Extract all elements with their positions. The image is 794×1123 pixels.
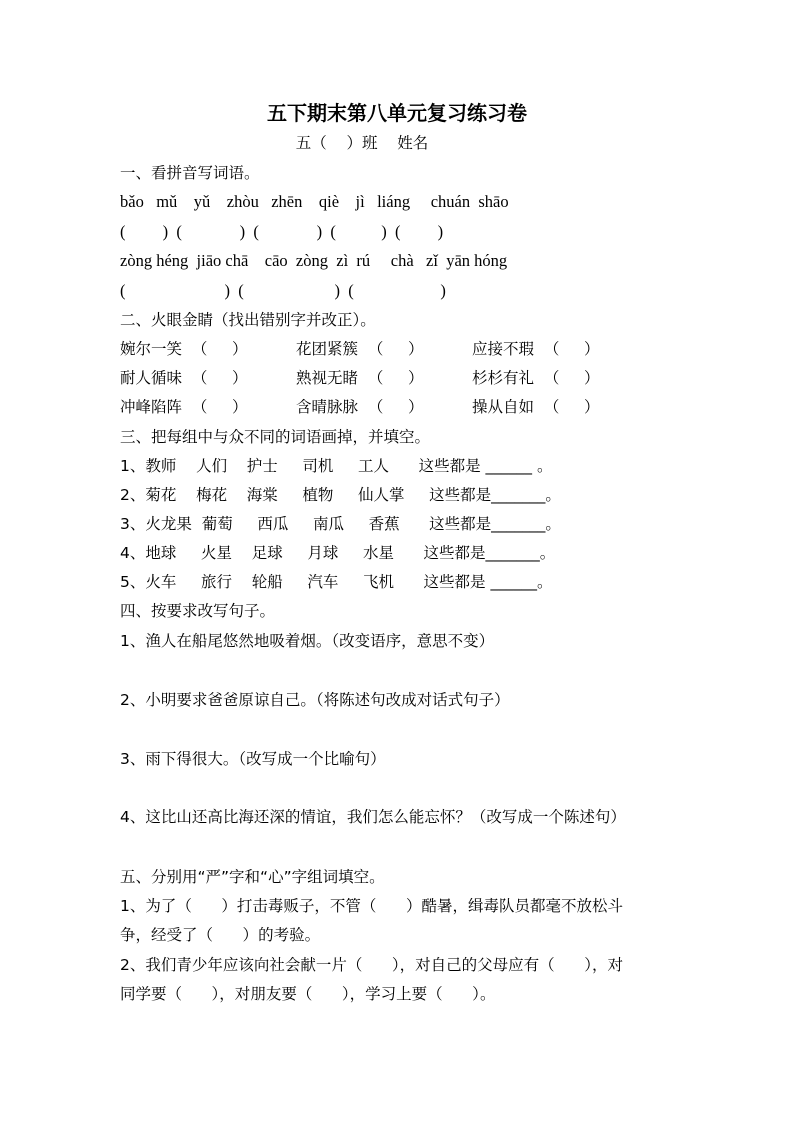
odd-one-out-line: 1、教师 人们 护士 司机 工人 这些都是 ______ 。 <box>120 457 553 475</box>
typo-item: 花团紧簇 （ ） <box>296 340 424 358</box>
page-title: 五下期末第八单元复习练习卷 <box>267 101 527 125</box>
typo-item: 杉杉有礼 （ ） <box>472 369 600 387</box>
odd-one-out-line: 5、火车 旅行 轮船 汽车 飞机 这些都是 ______。 <box>120 573 553 591</box>
typo-item: 含晴脉脉 （ ） <box>296 398 424 416</box>
fill-in-line: 同学要（ ），对朋友要（ ），学习上要（ ）。 <box>120 985 496 1003</box>
rewrite-item: 4、这比山还高比海还深的情谊，我们怎么能忘怀？（改写成一个陈述句） <box>120 808 626 826</box>
typo-item: 熟视无睹 （ ） <box>296 369 424 387</box>
section1-heading: 一、看拼音写词语。 <box>120 164 260 182</box>
pinyin-row-1: bǎo mǔ yǔ zhòu zhēn qiè jì liáng chuán shāo <box>120 192 509 211</box>
section2-heading: 二、火眼金睛（找出错别字并改正）。 <box>120 311 376 329</box>
fill-in-line: 争，经受了（ ）的考验。 <box>120 926 321 944</box>
odd-one-out-line: 3、火龙果 葡萄 西瓜 南瓜 香蕉 这些都是_______。 <box>120 515 561 533</box>
odd-one-out-line: 2、菊花 梅花 海棠 植物 仙人掌 这些都是_______。 <box>120 486 561 504</box>
typo-item: 操从自如 （ ） <box>472 398 600 416</box>
odd-one-out-line: 4、地球 火星 足球 月球 水星 这些都是_______。 <box>120 544 556 562</box>
section5-heading: 五、分别用“严”字和“心”字组词填空。 <box>120 868 385 886</box>
answer-blanks-row-2: ( ) ( ) ( ) <box>120 281 446 300</box>
pinyin-row-2: zòng héng jiāo chā cāo zòng zì rú chà zǐ yān hóng <box>120 251 508 270</box>
rewrite-item: 1、渔人在船尾悠然地吸着烟。（改变语序，意思不变） <box>120 632 495 650</box>
rewrite-item: 3、雨下得很大。（改写成一个比喻句） <box>120 750 386 768</box>
typo-item: 耐人循味 （ ） <box>120 369 248 387</box>
class-name-line: 五（ ）班 姓名 <box>295 134 429 152</box>
typo-item: 冲峰陷阵 （ ） <box>120 398 248 416</box>
section4-heading: 四、按要求改写句子。 <box>120 602 276 620</box>
fill-in-line: 1、为了（ ）打击毒贩子，不管（ ）酷暑，缉毒队员都毫不放松斗 <box>120 897 623 915</box>
fill-in-line: 2、我们青少年应该向社会献一片（ ），对自己的父母应有（ ），对 <box>120 956 623 974</box>
section3-heading: 三、把每组中与众不同的词语画掉，并填空。 <box>120 428 431 446</box>
answer-blanks-row-1: ( ) ( ) ( ) ( ) ( ) <box>120 222 444 241</box>
typo-item: 婉尔一笑 （ ） <box>120 340 248 358</box>
typo-item: 应接不瑕 （ ） <box>472 340 600 358</box>
rewrite-item: 2、小明要求爸爸原谅自己。（将陈述句改成对话式句子） <box>120 691 510 709</box>
